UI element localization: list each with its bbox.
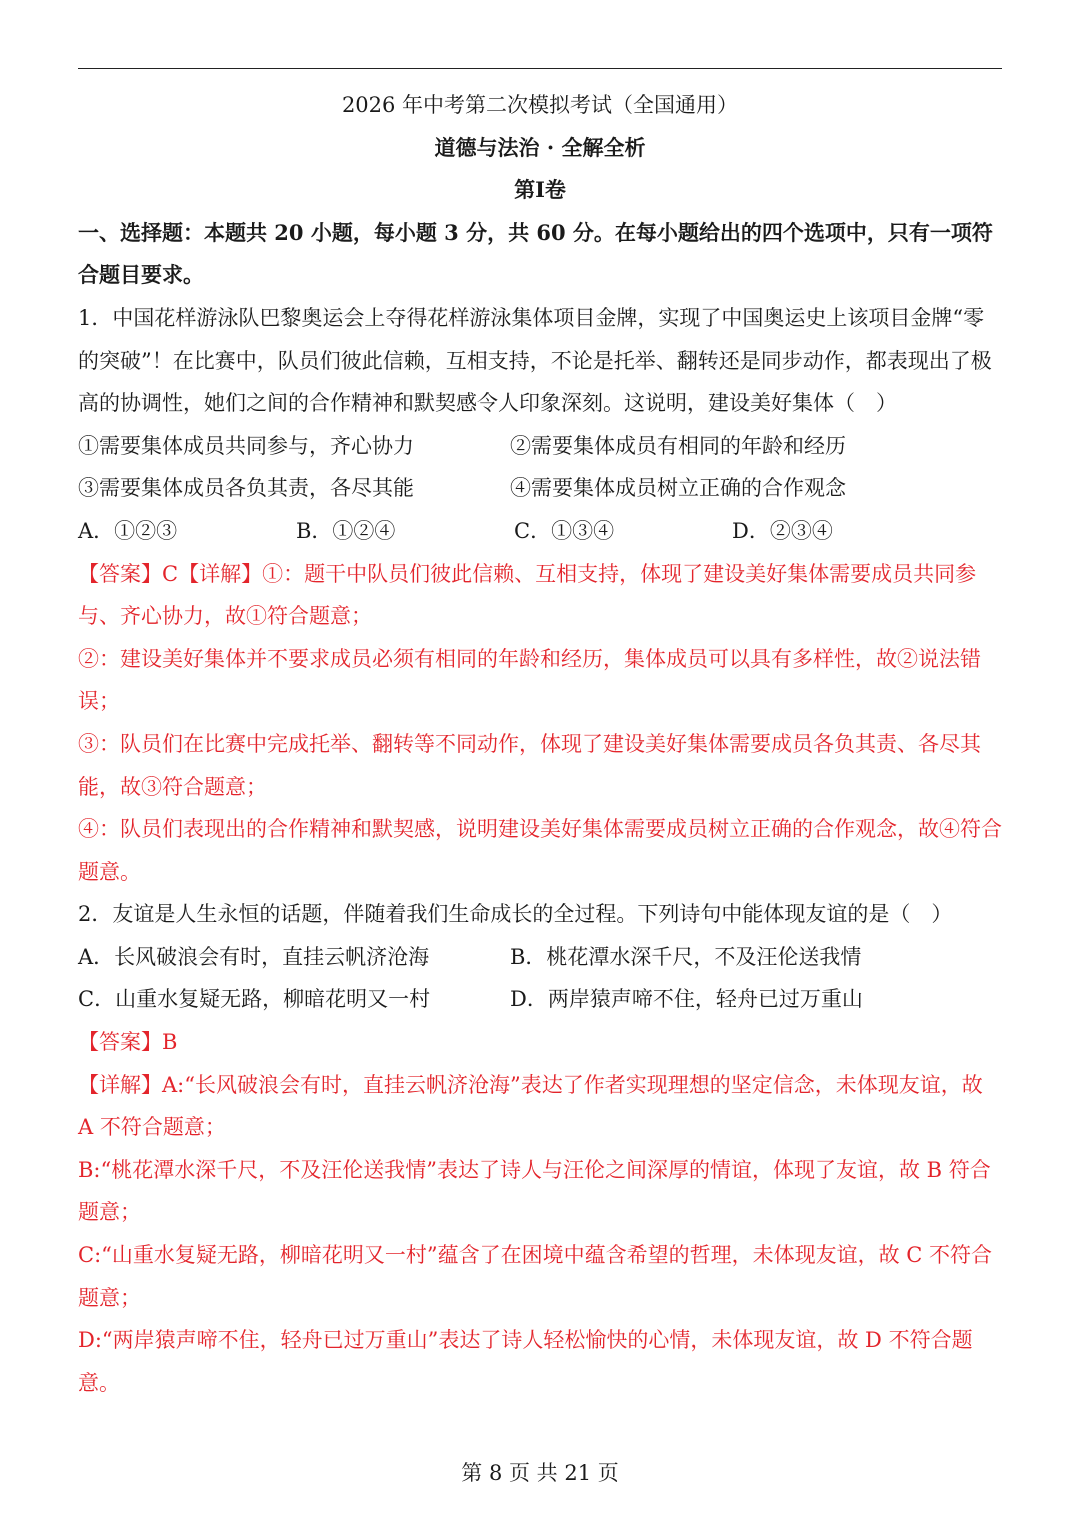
question-2-explanation-a: 【详解】A:“长风破浪会有时，直挂云帆济沧海”表达了作者实现理想的坚定信念，未体现友谊，故 A 不符合题意； xyxy=(78,1072,983,1140)
question-2-choices xyxy=(78,936,1002,1021)
statement-4: ④需要集体成员树立正确的合作观念 xyxy=(510,476,846,501)
statement-2: ②需要集体成员有相同的年龄和经历 xyxy=(510,433,846,458)
choice-d: D．两岸猿声啼不住，轻舟已过万重山 xyxy=(510,987,863,1012)
question-2-answer: 【答案】B xyxy=(78,1030,178,1055)
volume-title: 第Ⅰ卷 xyxy=(514,177,566,203)
choice-b: B．桃花潭水深千尺，不及汪伦送我情 xyxy=(510,944,862,969)
question-1-statements xyxy=(78,425,1002,510)
document-page xyxy=(78,84,1002,1404)
choice-d: D．②③④ xyxy=(732,518,833,543)
question-2-explanation-c: C:“山重水复疑无路，柳暗花明又一村”蕴含了在困境中蕴含希望的哲理，未体现友谊，故 C 不符合题意； xyxy=(78,1243,993,1310)
question-1-choices xyxy=(78,510,1002,553)
question-1-stem: 1．中国花样游泳队巴黎奥运会上夺得花样游泳集体项目金牌，实现了中国奥运史上该项目金牌“零的突破”！在比赛中，队员们彼此信赖，互相支持，不论是托举、翻转还是同步动作，都表现出了极高的协调性，她们之间的合作精神和默契感令人印象深刻。这说明，建设美好集体（ ） xyxy=(78,305,992,416)
exam-title: 2026 年中考第二次模拟考试（全国通用） xyxy=(341,93,739,117)
choice-c: C．①③④ xyxy=(514,518,615,543)
choice-c: C．山重水复疑无路，柳暗花明又一村 xyxy=(78,987,431,1012)
question-2-stem: 2．友谊是人生永恒的话题，伴随着我们生命成长的全过程。下列诗句中能体现友谊的是（ ） xyxy=(78,902,953,927)
header-rule xyxy=(78,68,1002,69)
subject-title: 道德与法治 · 全解全析 xyxy=(434,134,646,160)
question-1-explanation-2: ②：建设美好集体并不要求成员必须有相同的年龄和经历，集体成员可以具有多样性，故②说法错误； xyxy=(78,646,981,714)
question-1-answer: 【答案】C【详解】①：题干中队员们彼此信赖、互相支持，体现了建设美好集体需要成员共同参与、齐心协力，故①符合题意； xyxy=(78,561,977,629)
page-number: 第 8 页 共 21 页 xyxy=(461,1461,619,1485)
section-heading: 一、选择题：本题共 20 小题，每小题 3 分，共 60 分。在每小题给出的四个选项中，只有一项符合题目要求。 xyxy=(78,219,993,288)
question-1-explanation-4: ④：队员们表现出的合作精神和默契感，说明建设美好集体需要成员树立正确的合作观念，故④符合题意。 xyxy=(78,817,1002,884)
question-2-explanation-b: B:“桃花潭水深千尺，不及汪伦送我情”表达了诗人与汪伦之间深厚的情谊，体现了友谊，故 B 符合题意； xyxy=(78,1157,991,1225)
question-2-explanation-d: D:“两岸猿声啼不住，轻舟已过万重山”表达了诗人轻松愉快的心情，未体现友谊，故 D 不符合题意。 xyxy=(78,1328,973,1395)
statement-1: ①需要集体成员共同参与，齐心协力 xyxy=(78,433,414,458)
choice-a: A．长风破浪会有时，直挂云帆济沧海 xyxy=(78,944,430,969)
question-1-explanation-3: ③：队员们在比赛中完成托举、翻转等不同动作，体现了建设美好集体需要成员各负其责、各尽其能，故③符合题意； xyxy=(78,731,981,799)
statement-3: ③需要集体成员各负其责，各尽其能 xyxy=(78,476,414,501)
choice-a: A．①②③ xyxy=(78,518,178,543)
choice-b: B．①②④ xyxy=(296,518,396,543)
